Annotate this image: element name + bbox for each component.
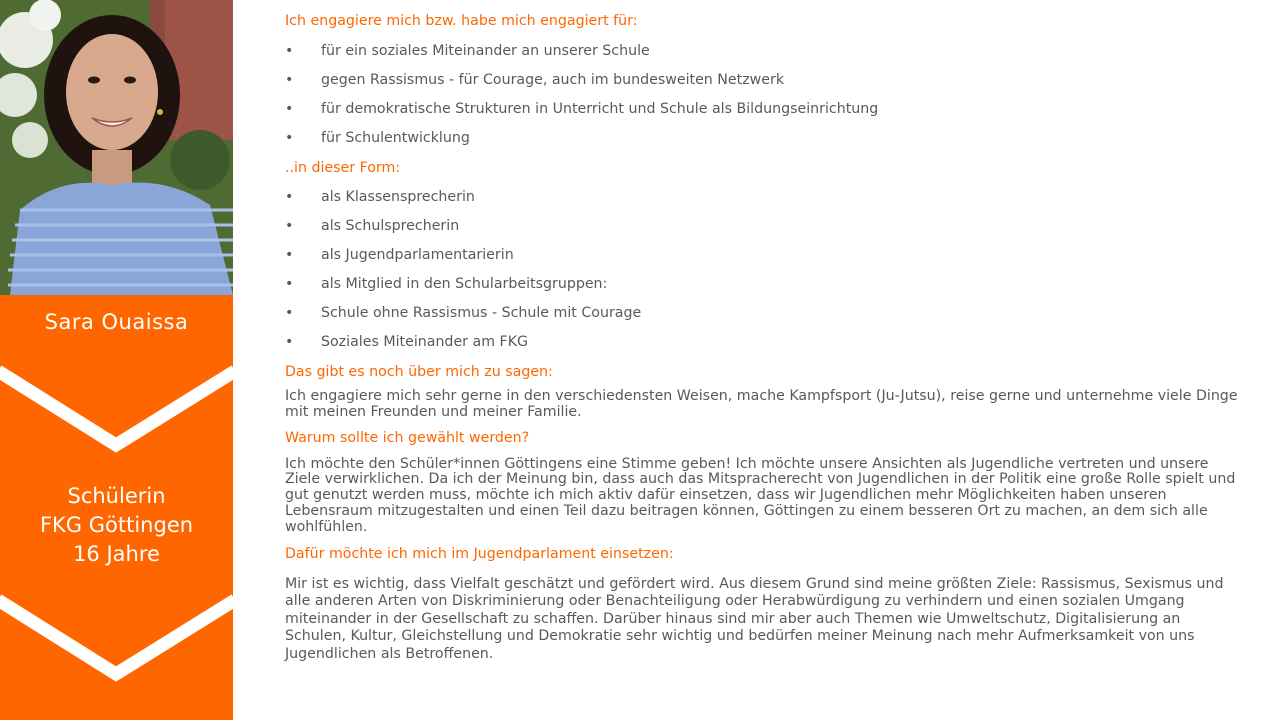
list-item: • als Jugendparlamentarierin xyxy=(285,241,1240,270)
candidate-name: Sara Ouaissa xyxy=(44,310,189,334)
candidate-info xyxy=(0,482,233,569)
about-heading: Das gibt es noch über mich zu sagen: xyxy=(285,364,553,380)
engagement-heading: Ich engagiere mich bzw. habe mich engagiert für: xyxy=(285,13,638,29)
engagement-list xyxy=(285,37,1240,153)
why-text: Ich möchte den Schüler*innen Göttingens eine Stimme geben! Ich möchte unsere Ansichten als Jugendliche vertreten und unsere Ziele verwirklichen. Da ich der Meinung bin, dass auch das Mitspracherecht von Jugendlichen in der Politik eine große Rolle spielt und gut genutzt werden muss, möchte ich mich aktiv dafür einsetzen, dass wir Jugendlichen mehr Möglichkeiten haben unseren Lebensraum mitzugestalten und einen Teil dazu beitragen können, Göttingen zu einem besseren Ort zu machen, an dem sich alle wohlfühlen. xyxy=(285,455,1236,535)
why-heading: Warum sollte ich gewählt werden? xyxy=(285,429,530,446)
profile-photo xyxy=(0,0,233,295)
goals-text: Mir ist es wichtig, dass Vielfalt geschätzt und gefördert wird. Aus diesem Grund sind meine größten Ziele: Rassismus, Sexismus und alle anderen Arten von Diskriminierung oder Benachteiligung oder Herabwürdigung zu verhindern und einen sozialen Umgang miteinander in der Gesellschaft zu schaffen. Darüber hinaus sind mir aber auch Themen wie Umweltschutz, Digitalisierung an Schulen, Kultur, Gleichstellung und Demokratie sehr wichtig und bedürfen meiner Meinung nach mehr Aufmerksamkeit von uns Jugendlichen als Betroffenen. xyxy=(285,575,1224,662)
list-item: • für demokratische Strukturen in Unterricht und Schule als Bildungseinrichtung xyxy=(285,95,1240,124)
candidate-age: 16 Jahre xyxy=(73,542,160,566)
about-text: Ich engagiere mich sehr gerne in den verschiedensten Weisen, mache Kampfsport (Ju-Jutsu), reise gerne und unternehme viele Dinge mit meinen Freunden und meiner Familie. xyxy=(285,388,1238,420)
list-item: • als Klassensprecherin xyxy=(285,183,1240,212)
profile-content xyxy=(285,12,1240,663)
list-item: • für ein soziales Miteinander an unserer Schule xyxy=(285,37,1240,66)
list-item: • für Schulentwicklung xyxy=(285,124,1240,153)
list-item: • als Schulsprecherin xyxy=(285,212,1240,241)
profile-panel xyxy=(0,0,233,720)
chevron-divider-bottom xyxy=(0,594,233,694)
list-item: • als Mitglied in den Schularbeitsgruppen: xyxy=(285,270,1240,299)
list-item: • Soziales Miteinander am FKG xyxy=(285,328,1240,357)
candidate-role: Schülerin xyxy=(67,484,166,508)
form-heading: ..in dieser Form: xyxy=(285,160,401,176)
form-list xyxy=(285,183,1240,357)
chevron-divider-top xyxy=(0,365,233,465)
candidate-school: FKG Göttingen xyxy=(39,513,194,537)
goals-heading: Dafür möchte ich mich im Jugendparlament einsetzen: xyxy=(285,545,674,562)
list-item: • Schule ohne Rassismus - Schule mit Courage xyxy=(285,299,1240,328)
list-item: • gegen Rassismus - für Courage, auch im bundesweiten Netzwerk xyxy=(285,66,1240,95)
